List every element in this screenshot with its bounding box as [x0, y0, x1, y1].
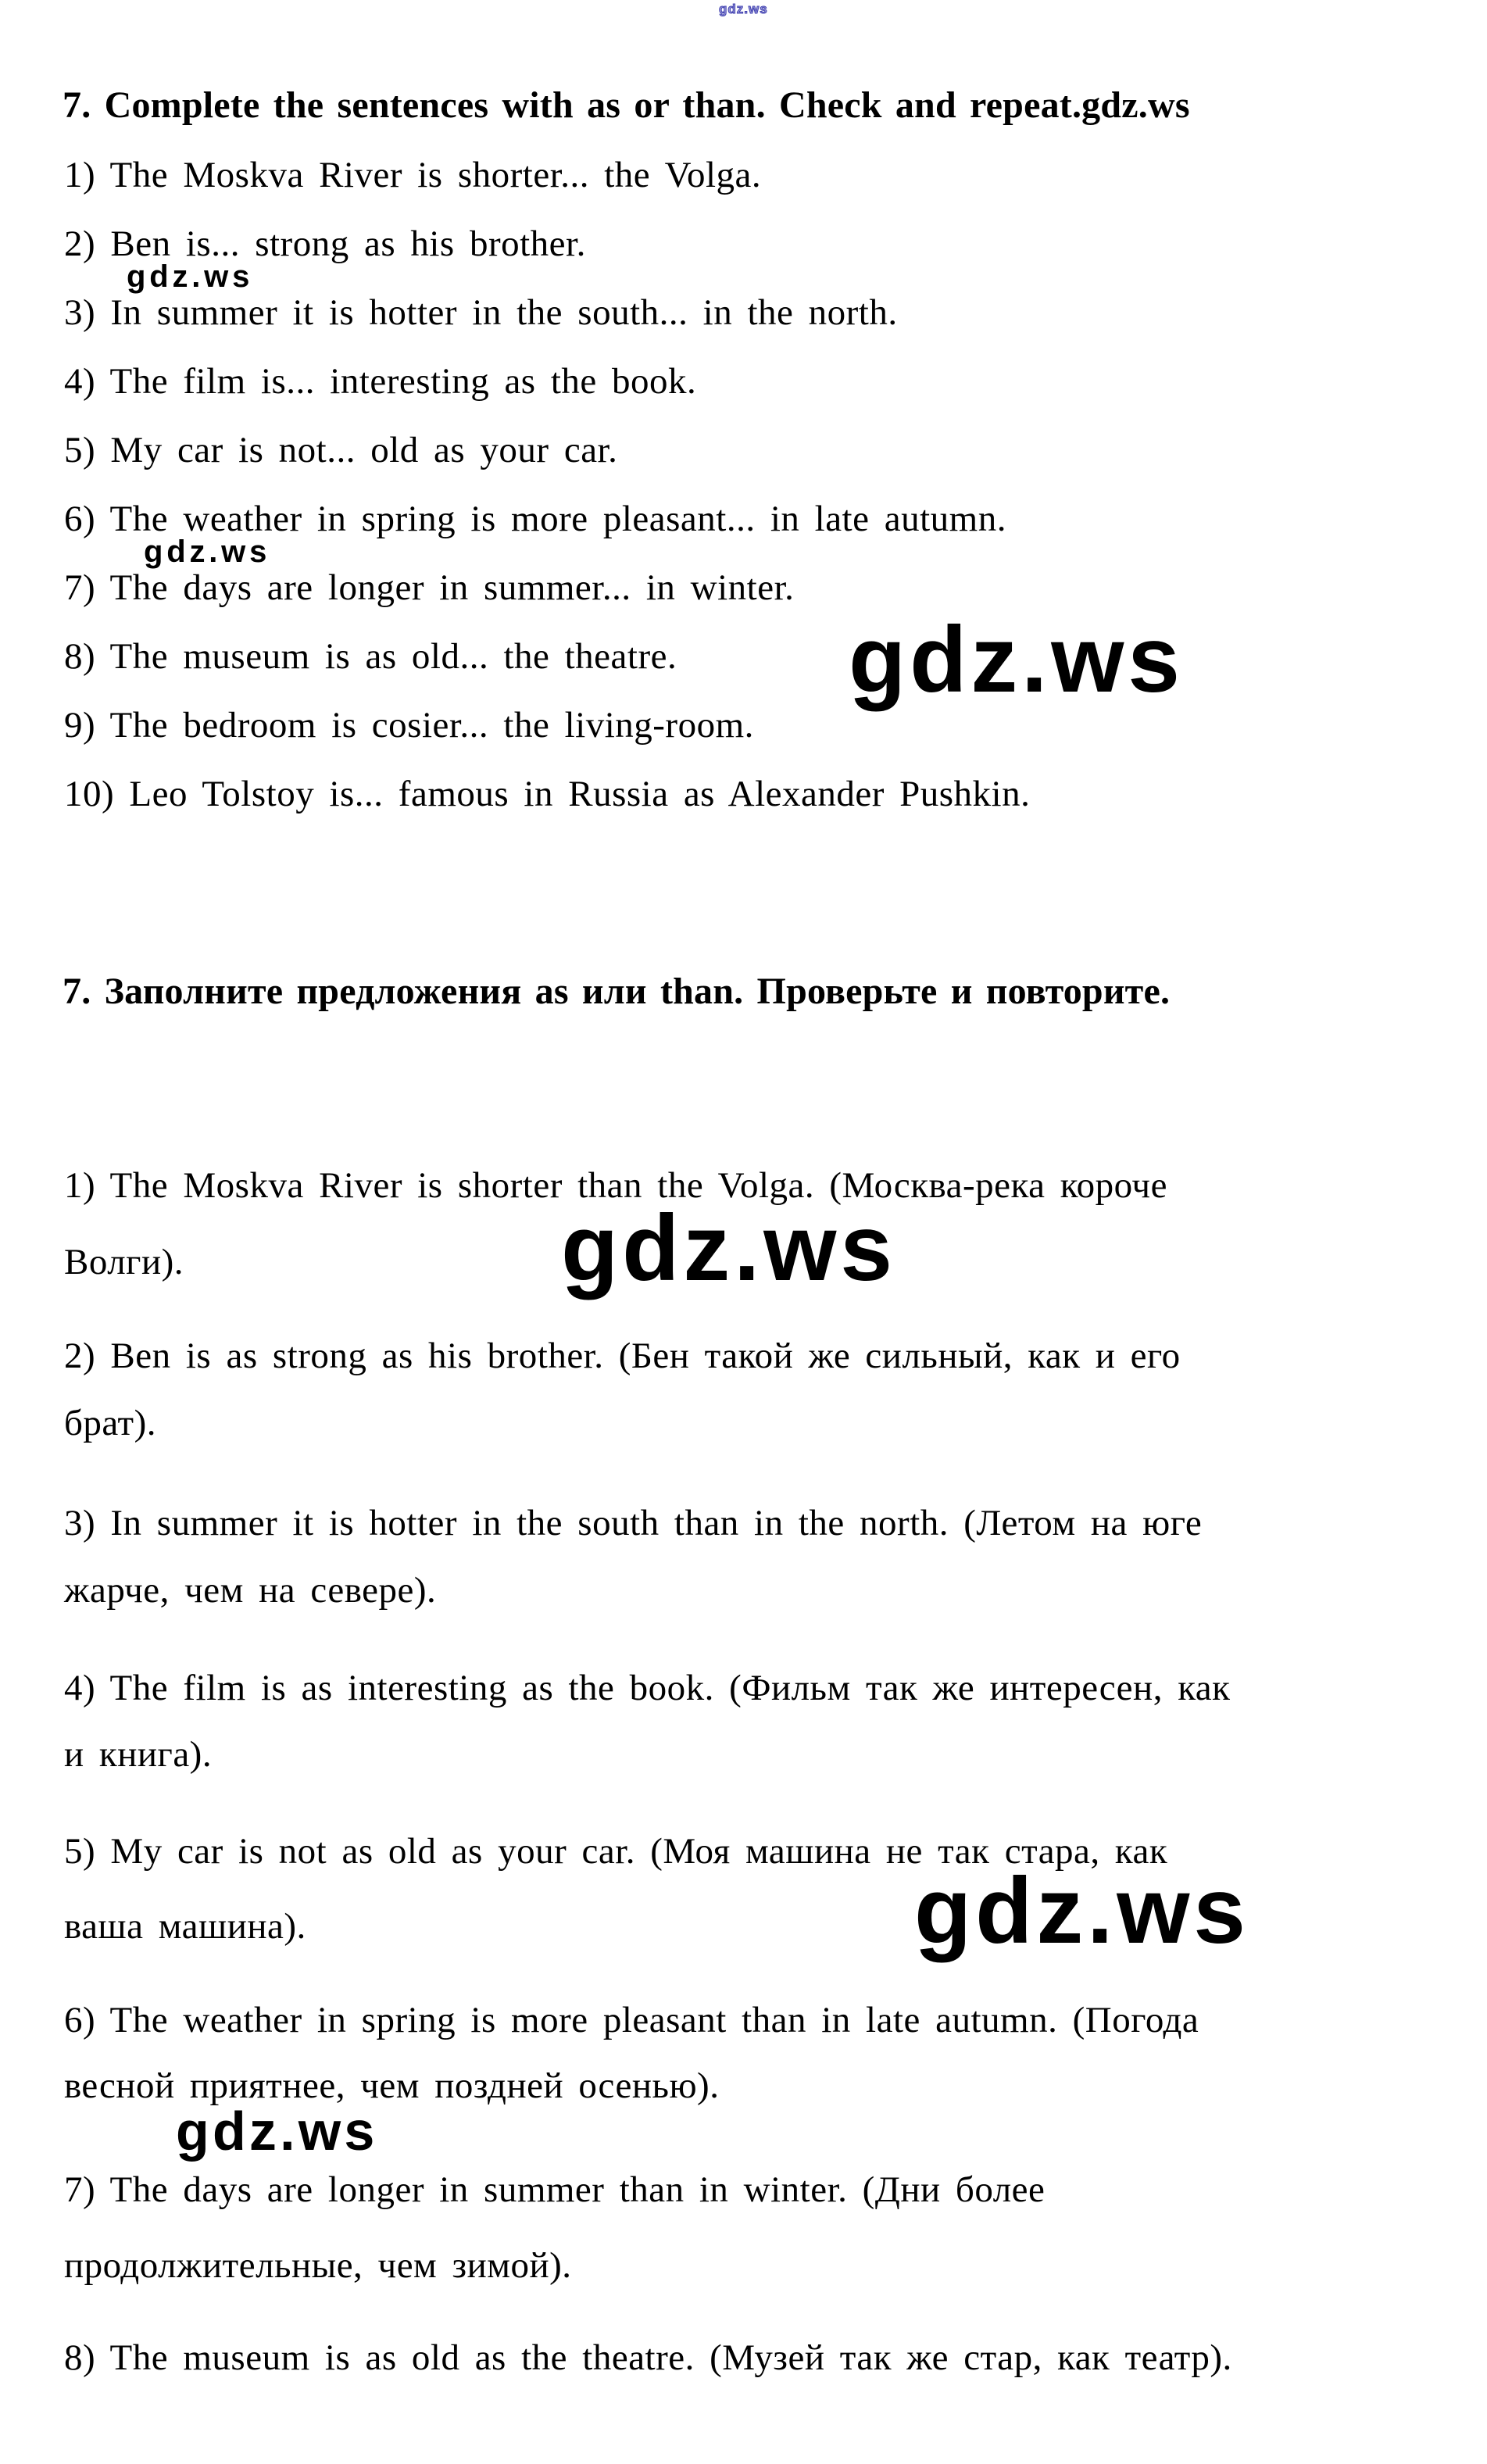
gdz-watermark-large-1: gdz.ws: [849, 607, 1184, 712]
exercise-item-3: 3) In summer it is hotter in the south... in the north.: [64, 292, 898, 333]
gdz-watermark-large-3: gdz.ws: [914, 1858, 1249, 1963]
translation-heading: 7. Заполните предложения as или than. Проверьте и повторите.: [63, 971, 1171, 1012]
answer-6-line-2: весной приятнее, чем поздней осенью).: [64, 2065, 720, 2106]
gdz-watermark-large-2: gdz.ws: [561, 1196, 896, 1300]
answer-4-line-2: и книга).: [64, 1734, 213, 1775]
answer-5-line-2: ваша машина).: [64, 1906, 306, 1947]
answer-7-line-1: 7) The days are longer in summer than in winter. (Дни более: [64, 2169, 1046, 2210]
answer-3-line-1: 3) In summer it is hotter in the south than in the north. (Летом на юге: [64, 1503, 1203, 1543]
answer-1-line-1: 1) The Moskva River is shorter than the Volga. (Москва-река короче: [64, 1165, 1167, 1206]
answer-7-line-2: продолжительные, чем зимой).: [64, 2245, 572, 2286]
exercise-item-4: 4) The film is... interesting as the book.: [64, 361, 697, 402]
gdz-watermark-inline-2: gdz.ws: [144, 535, 271, 569]
answer-5-line-1: 5) My car is not as old as your car. (Моя машина не так стара, как: [64, 1831, 1168, 1872]
exercise-item-7: 7) The days are longer in summer... in winter.: [64, 567, 795, 608]
exercise-item-1: 1) The Moskva River is shorter... the Volga.: [64, 155, 762, 195]
exercise-item-2: 2) Ben is... strong as his brother.: [64, 224, 586, 264]
answer-2-line-2: брат).: [64, 1403, 156, 1443]
gdz-watermark-inline-3: gdz.ws: [176, 2101, 378, 2162]
answer-2-line-1: 2) Ben is as strong as his brother. (Бен такой же сильный, как и его: [64, 1336, 1181, 1376]
exercise-item-9: 9) The bedroom is cosier... the living-room.: [64, 705, 754, 746]
exercise-item-5: 5) My car is not... old as your car.: [64, 430, 618, 470]
answer-1-line-2: Волги).: [64, 1242, 184, 1282]
exercise-item-6: 6) The weather in spring is more pleasant... in late autumn.: [64, 499, 1006, 539]
exercise-heading: 7. Complete the sentences with as or than. Check and repeat.gdz.ws: [63, 84, 1190, 126]
answer-6-line-1: 6) The weather in spring is more pleasant than in late autumn. (Погода: [64, 2000, 1199, 2040]
exercise-item-8: 8) The museum is as old... the theatre.: [64, 636, 677, 677]
answer-3-line-2: жарче, чем на севере).: [64, 1570, 437, 1611]
answer-8-line-1: 8) The museum is as old as the theatre. (Музей так же стар, как театр).: [64, 2337, 1232, 2378]
exercise-item-10: 10) Leo Tolstoy is... famous in Russia as Alexander Pushkin.: [64, 774, 1031, 814]
answer-4-line-1: 4) The film is as interesting as the book. (Фильм так же интересен, как: [64, 1668, 1231, 1708]
gdz-watermark-inline-1: gdz.ws: [127, 259, 254, 294]
gdz-watermark-top: gdz.ws: [719, 2, 768, 16]
